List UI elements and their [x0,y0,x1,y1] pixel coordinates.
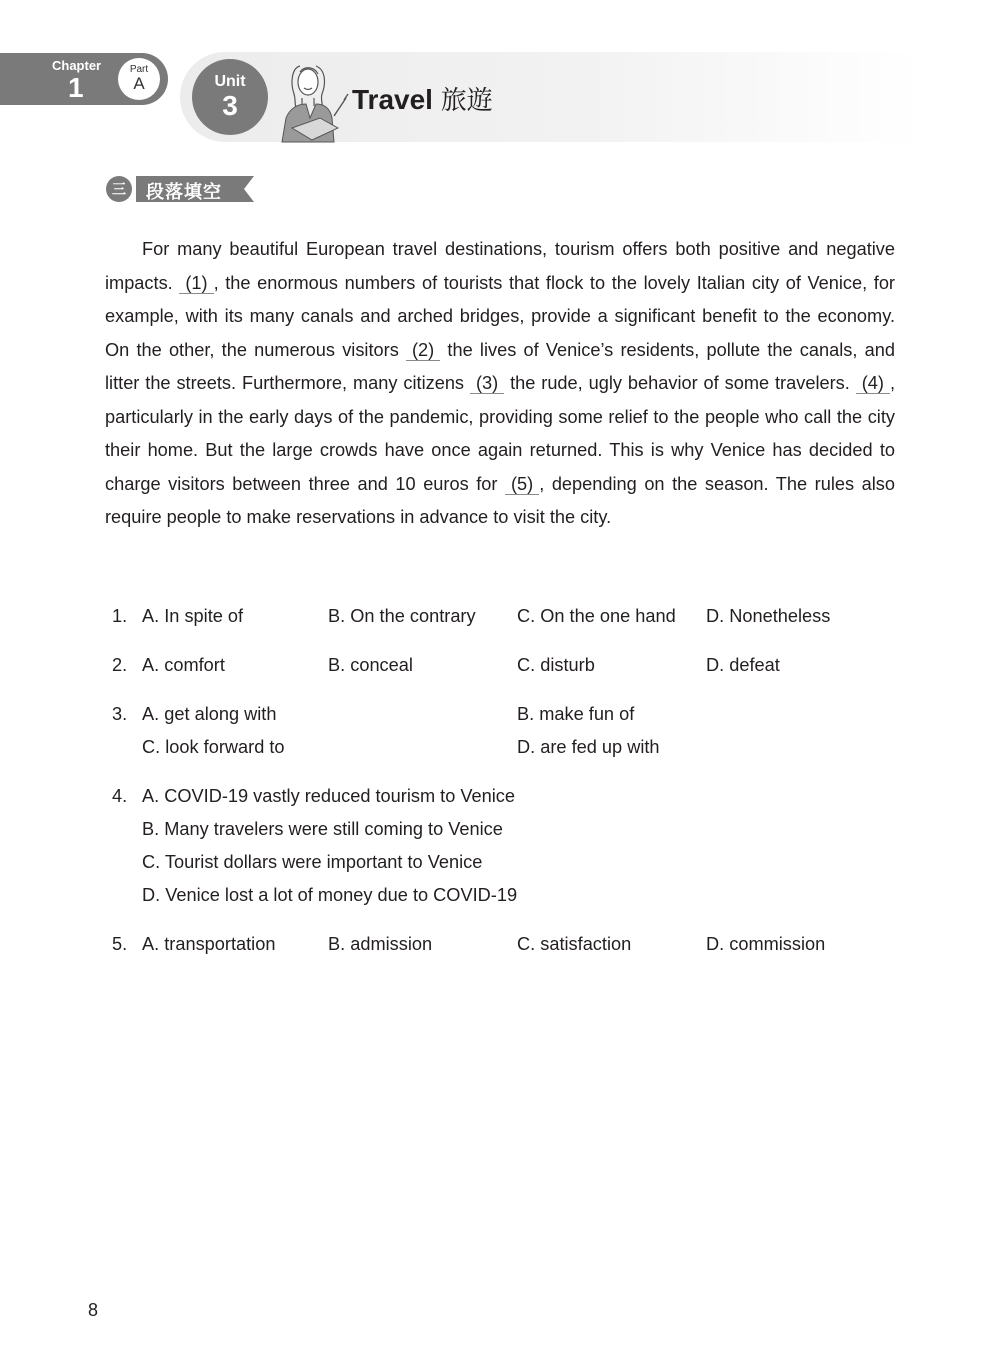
question-number: 3. [112,704,128,724]
option-b: B. conceal [328,655,413,675]
part-label: Part [129,64,149,75]
unit-number: 3 [222,90,238,121]
option-b: B. admission [328,934,433,954]
question-1 [112,606,912,639]
question-number: 2. [112,655,128,675]
unit-label: Unit [214,73,246,90]
question-3 [112,704,912,737]
passage-text: , the enormous numbers of tourists that flock to the lovely Italian city of Venice, for example, with its many canals and arched bridges, provide a significant benefit to the economy. On the other, the numerous visitors [105,272,895,360]
option-c: C. disturb [517,655,595,675]
option-d: D. are fed up with [517,737,660,757]
page-number: 8 [88,1300,99,1320]
option-b: B. On the contrary [328,606,476,626]
question-number: 5. [112,934,128,954]
question-3-row-2 [112,737,912,770]
question-number: 1. [112,606,128,626]
cloze-passage [105,233,895,535]
option-c: C. On the one hand [517,606,676,626]
section-label: 段落填空 [146,182,222,202]
option-a: A. transportation [142,934,276,954]
blank-2: (2) [406,340,440,361]
section-label-ribbon [136,176,254,202]
passage-text: the rude, ugly behavior of some travelers. [504,373,856,393]
passage-text: For many beautiful European travel destinations, tourism offers both positive and negative impacts. [105,239,895,293]
question-4-row-2 [112,819,912,852]
question-list [112,606,912,967]
passage-text: the lives of Venice’s residents, pollute the canals, and litter the streets. Furthermore, many citizens [105,339,895,393]
option-a: A. COVID-19 vastly reduced tourism to Venice [142,786,516,806]
option-a: A. comfort [142,655,225,675]
woman-reading-book-illustration [272,58,352,144]
section-number-icon: 三 [106,176,132,202]
blank-1: (1) [179,273,213,294]
unit-title-en: Travel [352,84,433,115]
option-d: D. Venice lost a lot of money due to COVID-19 [142,885,518,905]
option-d: D. Nonetheless [706,606,831,626]
option-b: B. make fun of [517,704,635,724]
chapter-label: Chapter [52,58,102,73]
question-5 [112,934,912,967]
part-letter: A [133,74,145,93]
passage-text: , particularly in the early days of the pandemic, providing some relief to the people who call the city their home. But the large crowds have once again returned. This is why Venice has decided to charge visitors between three and 10 euros for [105,373,896,494]
blank-4: (4) [856,373,890,394]
option-d: D. defeat [706,655,780,675]
chapter-tab [0,53,168,105]
unit-title-zh: 旅遊 [440,85,493,115]
question-number: 4. [112,786,128,806]
option-b: B. Many travelers were still coming to Venice [142,819,503,839]
option-c: C. Tourist dollars were important to Venice [142,852,483,872]
blank-5: (5) [505,474,539,495]
part-badge [118,58,160,100]
option-d: D. commission [706,934,826,954]
option-c: C. look forward to [142,737,285,757]
chapter-number: 1 [68,72,84,103]
option-a: A. In spite of [142,606,244,626]
passage-text: , depending on the season. The rules also require people to make reservations in advance to visit the city. [105,473,895,527]
question-4 [112,786,912,819]
blank-3: (3) [470,373,504,394]
option-c: C. satisfaction [517,934,632,954]
unit-title [352,80,493,117]
option-a: A. get along with [142,704,277,724]
unit-badge [192,59,268,135]
question-2 [112,655,912,688]
question-4-row-4 [112,885,912,918]
question-4-row-3 [112,852,912,885]
